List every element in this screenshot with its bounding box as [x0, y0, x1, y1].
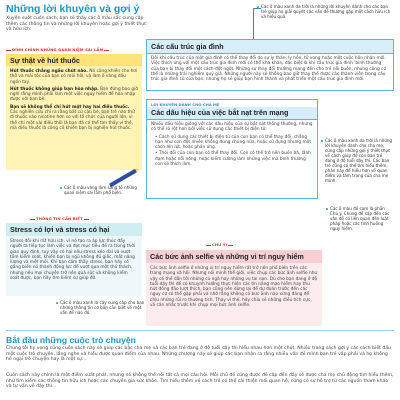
parent-item-1: • Cách sử dụng các thiết bị điện tử của con bạn có thể thay đổi, chẳng hạn như con đột nhiên không dùng chúng nữa, hoặc sử dụng nhưng một cách lén lút, hoặc phản ứng.	[155, 134, 311, 151]
myth-item-bold: Bạn sẽ không thể chỉ hút một hay hai điếu thuốc.	[10, 104, 130, 110]
myth-title: Sự thật về hút thuốc	[6, 54, 142, 67]
page-title: Những lời khuyên và gợi ý	[6, 3, 140, 15]
note-selfie: Các ô màu đỏ cam là phần Chú ý. Chúng để cập đến các vấn đề có liên quan đến luật pháp hoặc các tình huống nguy hiểm.	[330, 206, 394, 231]
fact-title: Stress có lợi và stress có hại	[6, 223, 142, 236]
myth-item-2	[10, 87, 138, 103]
fact-text: Stress đôi khi rất hữu ích, vì nó tạo ra áp lực thúc đẩy người ta tiếp tục làm việc và đạt mục tiêu đề ra trong thời gian quy định, tuy vậy có hại nếu stress kéo dài và vượt tầm kiểm soát, khiến bạn bị ngủ không đủ giấc, mất năng lượng và mệt mỏi. Khi bạn cảm thấy stress, bạn hãy cố gắng biến nó thành động lực để vượt qua một thử thách, nhưng nếu mọi chuyện trở nên quá sức và không kiểm soát được, bạn hãy tìm kiếm sự giúp đỡ.	[10, 239, 136, 282]
connector-line	[253, 8, 261, 39]
parent-header: LỜI KHUYÊN DÀNH CHO CHA MẸ	[151, 102, 220, 107]
parent-title: Các dấu hiệu của việc bắt nạt trên mạng	[147, 107, 317, 120]
family-title: Các cấu trúc gia đình	[147, 40, 393, 54]
bottom-para-2: Cuốn sách này chỉnh là một điểm xuất phát, nhưng nó không thể nói tất cả mọi câu hỏi. Mỗi chủ đề cũng được đề cập đến đây sẽ được cha mẹ chủ động tìm hiểu thêm, như tìm kiếm các thông tin hữu ích hoặc các chuyên gia sức khỏe. Tìm hiểu thêm về cách trẻ có thể cải thiện mối quan hệ, cũng có sự hỗ trợ từ các nguồn tham khảo và tư vấn về dậy thì...	[6, 373, 394, 390]
myth-item-bold: Hút thuốc không giúp bạn hòa nhập.	[10, 86, 99, 92]
myth-box	[6, 66, 142, 170]
myth-item-1	[10, 69, 138, 85]
parent-item-text: Cách sử dụng các thiết bị điện tử của con bạn có thể thay đổi, chẳng hạn như con đột nhiên không dùng chúng nữa, hoặc sử dụng nhưng một cách lén lút, hoặc phản ứng.	[155, 134, 311, 151]
note-parents: Các ô màu xanh da trời là những lời khuyên dành cho cha mẹ, cung cấp những gợi ý thiết thực về cách giúp đỡ con bạn trẻ đang ở độ tuổi dậy thì. Các bạn trẻ cũng có thể tìm hiểu thêm, phản này để hiểu hơn về quan điểm và tâm trạng của cha mẹ mình.	[325, 138, 393, 183]
selfie-text: Các bức ảnh selfie ở những vị trí nguy hiểm rất trở nên phổ biến trên các trang mạng xã hội. Nhưng nói mình thể giới, việc chụp các bức ảnh selfie như vậy có thể dẫn tới những cú ngã hay những vụ tai nạn. Dù cho bạn đang ở độ tuổi dậy thì để có khuynh hướng thực hiện các tín năng mạo hiểm hay thu hút đông đảo lượt thích, bạn cũng nên dừng lại để dự đoán trước đến các nguy cơ có thể gặp phải và nhớ rằng không có bức ảnh nào xứng đáng để chịu những rủi ro thương tích. Thay vì thế, hãy chia sẻ những điều tích cực, và cân nhắc trước khi chụp mọi bức ảnh selfie.	[150, 266, 318, 309]
selfie-title: Các bức ảnh selfie và những vi trí nguy hiểm	[146, 250, 322, 263]
myth-item-3	[10, 105, 138, 131]
note-myths: Các ô màu vàng làm sáng tỏ những quan niệm sai lầm phổ biến.	[64, 185, 142, 195]
fact-header: THÔNG TIN CẦN BIẾT	[30, 216, 89, 221]
fact-box	[6, 236, 142, 296]
myth-item-text: Bạn đừng bao giờ nghĩ rằng mình phải làm một việc nguy hiểm để hòa nhập được với bạn bè.	[10, 86, 138, 103]
bottom-title: Bắt đầu những cuộc trò chuyện	[6, 335, 136, 345]
divider	[6, 330, 394, 331]
family-box	[146, 39, 394, 91]
parent-item-text: Thói đổi của con bạn có thể thay đổi. Con có thể trở nên buồn bã, lãnh đạm hoặc nổi nóng, hoặc kiềm cường làm những việc mà bình thường con sẽ thích làm.	[155, 151, 311, 168]
note-facts: Các ô màu xanh lá cây cung cấp cho bạn những thông tin cơ bản cần biết về một vấn đề nào đó.	[60, 300, 145, 315]
bottom-para-1: Chúng tôi hy vọng cũng cuốn sách này sẽ giúp các bậc cha mẹ và các bạn trẻ đang ở độ tuổi dậy thì hiểu nhau hơn một chút. Nhiều trang sách gợi ý các cách biết đầu một cuộc trò chuyện, lắng nghe và hiểu được quan điểm của nhau. Những chương này sẽ giúp các bạn nhận ra rằng nhiều vấn đề mình bạn trẻ vấp phải và họ không hề ngại trò chuyện hay là một sự...	[6, 346, 392, 363]
myth-item-bold: Hút thuốc chẳng ngầu chút nào.	[10, 69, 88, 74]
selfie-header: CHÚ Ý!	[206, 242, 233, 247]
myth-item-text: Nó cũng khiến cho hơi thở và mái tóc của bạn có mùi hôi, và làm ố vàng đầu ngón tay.	[10, 69, 138, 85]
myth-header: ĐÍNH CHÍNH NHỮNG QUAN NIỆM SAI LẦM	[6, 47, 109, 52]
myth-item-text: Các nghiên cứu chỉ ra rằng bất cứ cậu bé, bạn trẻ nào thử đi thuốc vào nicotine hơn so với tổ chức của người lớn, vì thế chỉ một vài điếu thôi là bạn đã có thể tìm thấy vì thế, mà điếu thuốc là công cố khiến bạn bị nghiện hút thuốc.	[10, 110, 135, 131]
intro-text: Xuyên suốt cuốn sách, bạn sẽ thấy các ô màu sắc cung cấp thêm các thông tin và những lời khuyên hoặc gợi ý thiết thực và hữu ích.	[6, 16, 147, 33]
selfie-box	[146, 263, 322, 326]
parent-text: Nhiều dấu hiệu giống với các dấu hiệu của sự bắt nạt thông thường, nhưng có thể rõ rệt hơn bởi việc sử dụng các thiết bị điện tử.	[151, 122, 313, 133]
family-text: Đôi khi cấu trúc của một gia đình có thể thay đổi do sự ly thân, ly hôn, tử vong hoặc một cuộc hôn nhân mới. Việc thích ứng với một cấu trúc gia đình mới có thể khá khăn, đặc biệt là khi cấu trúc gia đình 'bình thường' của bạn bị thay đổi một cách đột ngột. Những sự thay đổi thường mang đến cho trẻ nỗi buồn, nhưng cũng có thể là những trải nghiệm quý giá. Những người này sẽ không bao giờ thay thế được các thành viên trong cấu trúc gia đình cũ của bạn, nhưng họ sẽ giúp bạn hình thành và phát triển một cấu trúc gia đình mới.	[151, 56, 387, 83]
parent-box	[146, 99, 318, 199]
parent-item-2: • Thói đổi của con bạn có thể thay đổi. Con có thể trở nên buồn bã, lãnh đạm hoặc nổi nóng, hoặc kiềm cường làm những việc mà bình thường con sẽ thích làm.	[155, 151, 311, 168]
note-advice-teens: Các ô màu xanh da trời là những lời khuyên dành cho các bạn trẻ giúp họ giải quyết các vấn đề thường gặp một cách hữu ích và hiệu quả.	[261, 4, 391, 19]
